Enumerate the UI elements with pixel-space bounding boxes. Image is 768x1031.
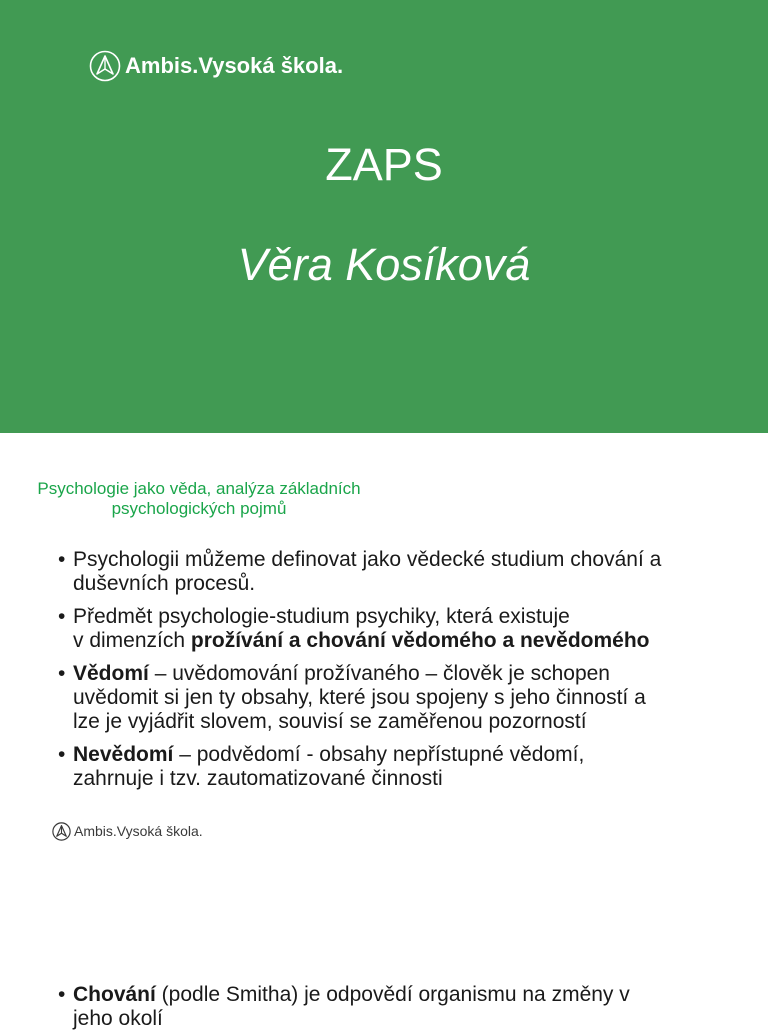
bullet-text-rest: – uvědomování prožívaného – člověk je schopen	[148, 662, 610, 685]
bullet-text-bold: prožívání a chování vědomého a nevědomého	[190, 629, 650, 652]
bullet-marker: •	[58, 662, 66, 685]
section-heading-line: Psychologie jako věda, analýza základních	[37, 479, 361, 498]
bullet-marker: •	[58, 983, 66, 1006]
title-slide	[0, 0, 768, 433]
slide-title: ZAPS	[325, 139, 443, 190]
bullet-marker: •	[58, 548, 66, 571]
section-heading	[0, 479, 398, 519]
bullet-term: Vědomí	[73, 662, 149, 685]
bullet-text: zahrnuje i tzv. zautomatizované činnosti	[73, 767, 443, 790]
brand-logo-text: Ambis.Vysoká škola.	[125, 53, 344, 78]
ambis-logo-icon	[89, 50, 121, 82]
bullet-text: Předmět psychologie-studium psychiky, která existuje	[73, 605, 570, 628]
bullet-marker: •	[58, 605, 66, 628]
footer-logo	[52, 821, 203, 841]
bullet-text	[73, 629, 738, 653]
list-item	[58, 548, 738, 596]
ambis-logo-icon	[52, 822, 71, 841]
bullet-text	[73, 983, 738, 1007]
list-item	[58, 662, 738, 734]
bullet-text-rest: (podle Smitha) je odpovědí organismu na změny v	[155, 983, 630, 1006]
bullet-term: Chování	[73, 983, 156, 1006]
brand-logo	[89, 49, 343, 83]
bullet-text: jeho okolí	[73, 1007, 163, 1030]
list-item	[58, 605, 738, 653]
bullet-term: Nevědomí	[73, 743, 174, 766]
bullet-text: Psychologii můžeme definovat jako vědecké studium chování a	[73, 548, 662, 571]
bullet-text	[73, 662, 738, 686]
bullet-list	[58, 548, 738, 800]
section-heading-line: psychologických pojmů	[111, 499, 287, 518]
bullet-text-rest: – podvědomí - obsahy nepřístupné vědomí,	[173, 743, 585, 766]
list-item	[58, 743, 738, 791]
bullet-marker: •	[58, 743, 66, 766]
bullet-text: lze je vyjádřit slovem, souvisí se zaměřenou pozorností	[73, 710, 587, 733]
footer-logo-text: Ambis.Vysoká škola.	[74, 823, 203, 839]
bullet-text: duševních procesů.	[73, 572, 256, 595]
slide-author: Věra Kosíková	[237, 239, 531, 290]
bullet-text-plain: v dimenzích	[73, 629, 191, 652]
bullet-text: uvědomit si jen ty obsahy, které jsou spojeny s jeho činností a	[73, 686, 646, 709]
bullet-text	[73, 743, 738, 767]
